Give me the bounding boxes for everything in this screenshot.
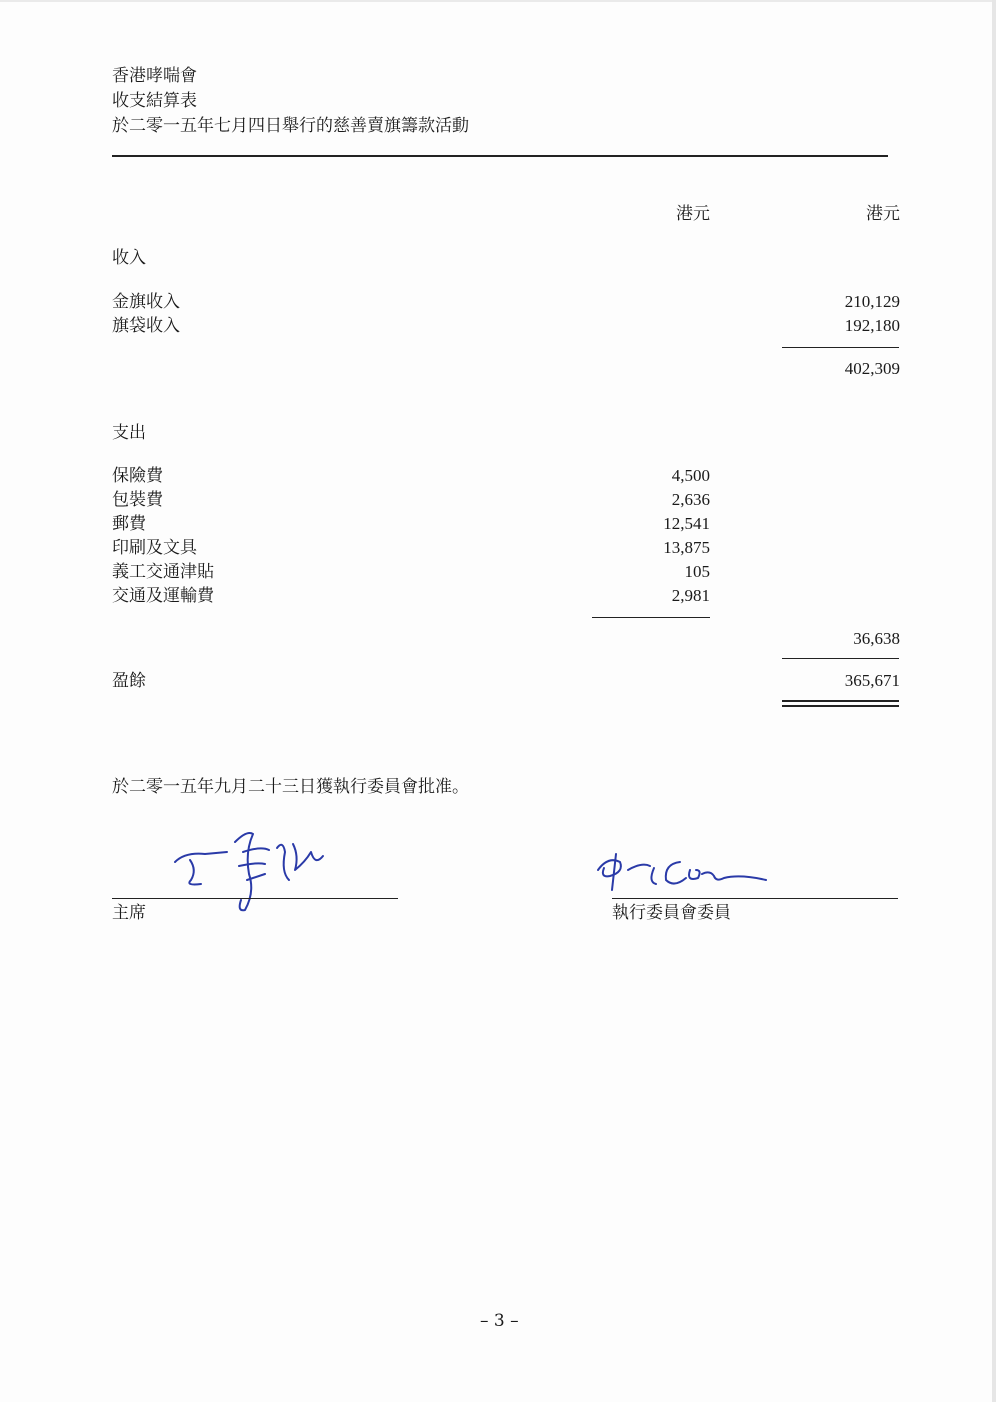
expense-item-amount: 105 xyxy=(684,562,710,581)
surplus-label: 盈餘 xyxy=(112,671,146,691)
event-title: 於二零一五年七月四日舉行的慈善賣旗籌款活動 xyxy=(112,116,469,136)
income-item-label: 金旗收入 xyxy=(112,292,180,312)
income-item-amount: 210,129 xyxy=(844,292,900,311)
expense-item-label: 包裝費 xyxy=(112,490,163,510)
approval-statement: 於二零一五年九月二十三日獲執行委員會批准。 xyxy=(112,777,469,797)
expenses-subtotal-rule xyxy=(592,617,710,618)
expense-item-label: 交通及運輸費 xyxy=(112,586,214,606)
chairman-title: 主席 xyxy=(112,903,146,923)
expense-item-amount: 2,981 xyxy=(671,586,710,605)
income-item-amount: 192,180 xyxy=(844,316,900,335)
chairman-signature-line xyxy=(112,898,398,899)
expense-item-amount: 13,875 xyxy=(663,538,710,557)
income-heading: 收入 xyxy=(112,248,146,268)
expense-item-label: 印刷及文具 xyxy=(112,538,197,558)
expense-item-label: 郵費 xyxy=(112,514,146,534)
income-subtotal-rule xyxy=(782,347,899,348)
expense-item-amount: 12,541 xyxy=(663,514,710,533)
scan-border-top xyxy=(0,0,996,2)
expense-item-amount: 4,500 xyxy=(671,466,710,485)
double-rule-bottom xyxy=(782,705,899,707)
income-total: 402,309 xyxy=(844,359,900,378)
surplus-rule xyxy=(782,658,899,659)
expense-item-label: 保險費 xyxy=(112,466,163,486)
column-header-1: 港元 xyxy=(676,204,710,223)
expenses-heading: 支出 xyxy=(112,423,146,443)
header-rule xyxy=(112,155,888,157)
income-item-label: 旗袋收入 xyxy=(112,316,180,336)
column-header-2: 港元 xyxy=(866,204,900,223)
expense-item-label: 義工交通津貼 xyxy=(112,562,214,582)
surplus-amount: 365,671 xyxy=(844,671,900,690)
expenses-total: 36,638 xyxy=(853,629,900,648)
organization-name: 香港哮喘會 xyxy=(112,66,197,86)
committee-member-title: 執行委員會委員 xyxy=(612,903,731,923)
scan-border-right xyxy=(992,0,996,1402)
expense-item-amount: 2,636 xyxy=(671,490,710,509)
committee-signature-line xyxy=(612,898,898,899)
page-number: – 3 – xyxy=(480,1311,519,1331)
statement-title: 收支結算表 xyxy=(112,91,197,111)
double-rule-top xyxy=(782,700,899,702)
